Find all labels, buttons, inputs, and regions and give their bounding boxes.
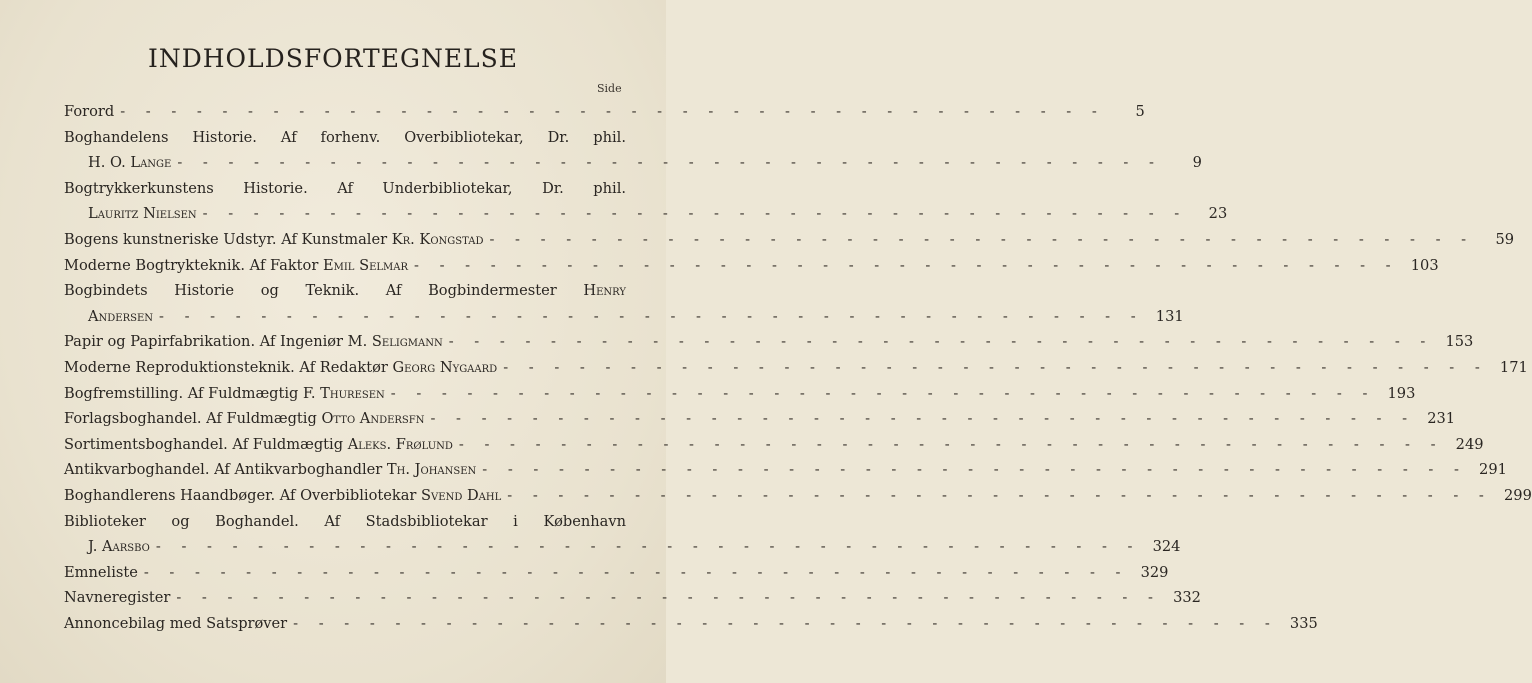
toc-entry-emneliste bbox=[64, 563, 1169, 590]
entry-author: F. Thuresen bbox=[303, 384, 385, 402]
toc-entry-bogfremstilling bbox=[64, 384, 1416, 411]
page-number: 9 bbox=[1192, 154, 1202, 172]
leader-dashes: - - - - - - - - - - - - - - - - - - - - - - - - - - - - - - - - - - - - - - - bbox=[390, 384, 1376, 402]
entry-title: Forord bbox=[64, 103, 115, 120]
leader-dashes: - - - - - - - - - - - - - - - - - - - - - - - - - - - - - - - - - - - - - - - bbox=[503, 358, 1488, 376]
entry-title: Antikvarboghandel. Af Antikvarboghandler bbox=[64, 461, 383, 479]
entry-author: Svend Dahl bbox=[421, 486, 502, 504]
leader-dashes: - - - - - - - - - - - - - - - - - - - - - - - - - - - - - - - - - - - - - - - bbox=[143, 563, 1129, 581]
toc-entry-bogtrykteknik bbox=[64, 256, 1439, 283]
entry-author: Otto Andersfn bbox=[321, 410, 425, 428]
entry-title: Bogbindets Historie og Teknik. Af Bogbindermester bbox=[64, 282, 557, 300]
page-number: 324 bbox=[1152, 538, 1181, 556]
page-number: 171 bbox=[1499, 358, 1528, 376]
toc-entry-continuation bbox=[64, 154, 1202, 180]
entry-author: Th. Johansen bbox=[386, 461, 477, 479]
page-number: 299 bbox=[1504, 486, 1532, 504]
toc-entry-haandboger bbox=[64, 486, 1532, 513]
toc-entry-annoncebilag bbox=[64, 614, 1318, 641]
toc-entry-forord bbox=[64, 103, 1145, 129]
entry-author: Georg Nygaard bbox=[392, 358, 498, 376]
entry-title: Bogtrykkerkunstens Historie. Af Underbibliotekar, Dr. phil. bbox=[64, 179, 626, 197]
leader-dashes: - - - - - - - - - - - - - - - - - - - - - - - - - - - - - - - - - - - - - - - bbox=[507, 486, 1492, 504]
entry-author: J. Aarsbo bbox=[88, 538, 150, 556]
leader-dashes: - - - - - - - - - - - - - - - - - - - - - - - - - - - - - - - - - - - - - - - bbox=[120, 103, 1105, 120]
page-number: 131 bbox=[1155, 307, 1184, 325]
entry-author: M. Seligmann bbox=[347, 333, 443, 351]
page-number: 153 bbox=[1445, 333, 1474, 351]
page-number: 329 bbox=[1140, 563, 1169, 581]
toc-entry-continuation bbox=[64, 205, 1228, 231]
entry-author-continued: Andersen bbox=[88, 307, 154, 325]
entry-author: Emil Selmar bbox=[322, 256, 409, 274]
toc-entry-bogtrykkerkunstens-historie bbox=[64, 180, 626, 206]
entry-title: Navneregister bbox=[64, 589, 171, 607]
page-number: 5 bbox=[1135, 103, 1145, 120]
page-number: 335 bbox=[1289, 614, 1318, 632]
leader-dashes: - - - - - - - - - - - - - - - - - - - - - - - - - - - - - - - - - - - - - - - bbox=[414, 256, 1399, 274]
toc-entry-reproduktionsteknik bbox=[64, 358, 1528, 385]
toc-entry-bogens-udstyr bbox=[64, 230, 1515, 257]
leader-dashes: - - - - - - - - - - - - - - - - - - - - - - - - - - - - - - - - - - - - - - - bbox=[155, 538, 1141, 556]
entry-title: Moderne Reproduktionsteknik. Af Redaktør bbox=[64, 358, 388, 376]
leader-dashes: - - - - - - - - - - - - - - - - - - - - - - - - - - - - - - - - - - - - - - - bbox=[159, 307, 1144, 325]
leader-dashes: - - - - - - - - - - - - - - - - - - - - - - - - - - - - - - - - - - - - - - - bbox=[176, 589, 1161, 607]
leader-dashes: - - - - - - - - - - - - - - - - - - - - - - - - - - - - - - - - - - - - - - - bbox=[482, 461, 1467, 479]
entry-title: Bogfremstilling. Af Fuldmægtig bbox=[64, 384, 299, 402]
leader-dashes: - - - - - - - - - - - - - - - - - - - - - - - - - - - - - - - - - - - - - - - bbox=[458, 435, 1444, 453]
leader-dashes: - - - - - - - - - - - - - - - - - - - - - - - - - - - - - - - - - - - - - - - bbox=[448, 333, 1434, 351]
side-column-label: Side bbox=[597, 82, 622, 95]
page-number: 23 bbox=[1208, 205, 1228, 223]
page-number: 59 bbox=[1495, 230, 1515, 248]
leader-dashes: - - - - - - - - - - - - - - - - - - - - - - - - - - - - - - - - - - - - - - - bbox=[293, 614, 1278, 632]
entry-author: Kr. Kongstad bbox=[391, 230, 484, 248]
entry-title: Forlagsboghandel. Af Fuldmægtig bbox=[64, 410, 317, 428]
toc-entry-boghandelens-historie bbox=[64, 129, 626, 155]
page-title: INDHOLDSFORTEGNELSE bbox=[147, 44, 519, 73]
toc-entry-forlagsboghandel bbox=[64, 410, 1456, 436]
toc-entry-antikvarboghandel bbox=[64, 461, 1507, 487]
entry-author: Aleks. Frølund bbox=[347, 435, 453, 453]
toc-entry-bogbindets-historie bbox=[64, 282, 626, 308]
entry-title: Annoncebilag med Satsprøver bbox=[64, 614, 288, 632]
toc-entry-biblioteker bbox=[64, 513, 626, 539]
entry-author: H. O. Lange bbox=[88, 154, 172, 172]
entry-title: Bogens kunstneriske Udstyr. Af Kunstmaler bbox=[64, 230, 388, 248]
page-number: 249 bbox=[1455, 435, 1484, 453]
entry-author: Henry bbox=[583, 282, 627, 300]
page-number: 103 bbox=[1410, 256, 1439, 274]
table-of-contents bbox=[64, 103, 1532, 640]
leader-dashes: - - - - - - - - - - - - - - - - - - - - - - - - - - - - - - - - - - - - - - - bbox=[202, 205, 1188, 223]
entry-title: Emneliste bbox=[64, 563, 138, 581]
entry-title: Sortimentsboghandel. Af Fuldmægtig bbox=[64, 435, 344, 453]
entry-title: Papir og Papirfabrikation. Af Ingeniør bbox=[64, 333, 344, 351]
toc-entry-navneregister bbox=[64, 589, 1201, 615]
leader-dashes: - - - - - - - - - - - - - - - - - - - - - - - - - - - - - - - - - - - - - - - bbox=[489, 230, 1475, 248]
toc-entry-continuation bbox=[64, 307, 1184, 334]
entry-author: Lauritz Nielsen bbox=[88, 205, 197, 223]
leader-dashes: - - - - - - - - - - - - - - - - - - - - - - - - - - - - - - - - - - - - - - - bbox=[177, 154, 1162, 172]
toc-entry-sortimentsboghandel bbox=[64, 435, 1484, 462]
entry-title: Boghandlerens Haandbøger. Af Overbibliotekar bbox=[64, 486, 417, 504]
page-number: 332 bbox=[1173, 589, 1201, 607]
page-number: 193 bbox=[1387, 384, 1416, 402]
leader-dashes: - - - - - - - - - - - - - - - - - - - - - - - - - - - - - - - - - - - - - - - bbox=[430, 410, 1416, 428]
entry-title: Biblioteker og Boghandel. Af Stadsbibliotekar i København bbox=[64, 512, 626, 530]
entry-title: Moderne Bogtrykteknik. Af Faktor bbox=[64, 256, 319, 274]
toc-entry-papir bbox=[64, 333, 1474, 359]
entry-title: Boghandelens Historie. Af forhenv. Overbibliotekar, Dr. phil. bbox=[64, 128, 626, 146]
page-number: 231 bbox=[1427, 410, 1456, 428]
toc-entry-continuation bbox=[64, 538, 1181, 564]
page-number: 291 bbox=[1479, 461, 1507, 479]
